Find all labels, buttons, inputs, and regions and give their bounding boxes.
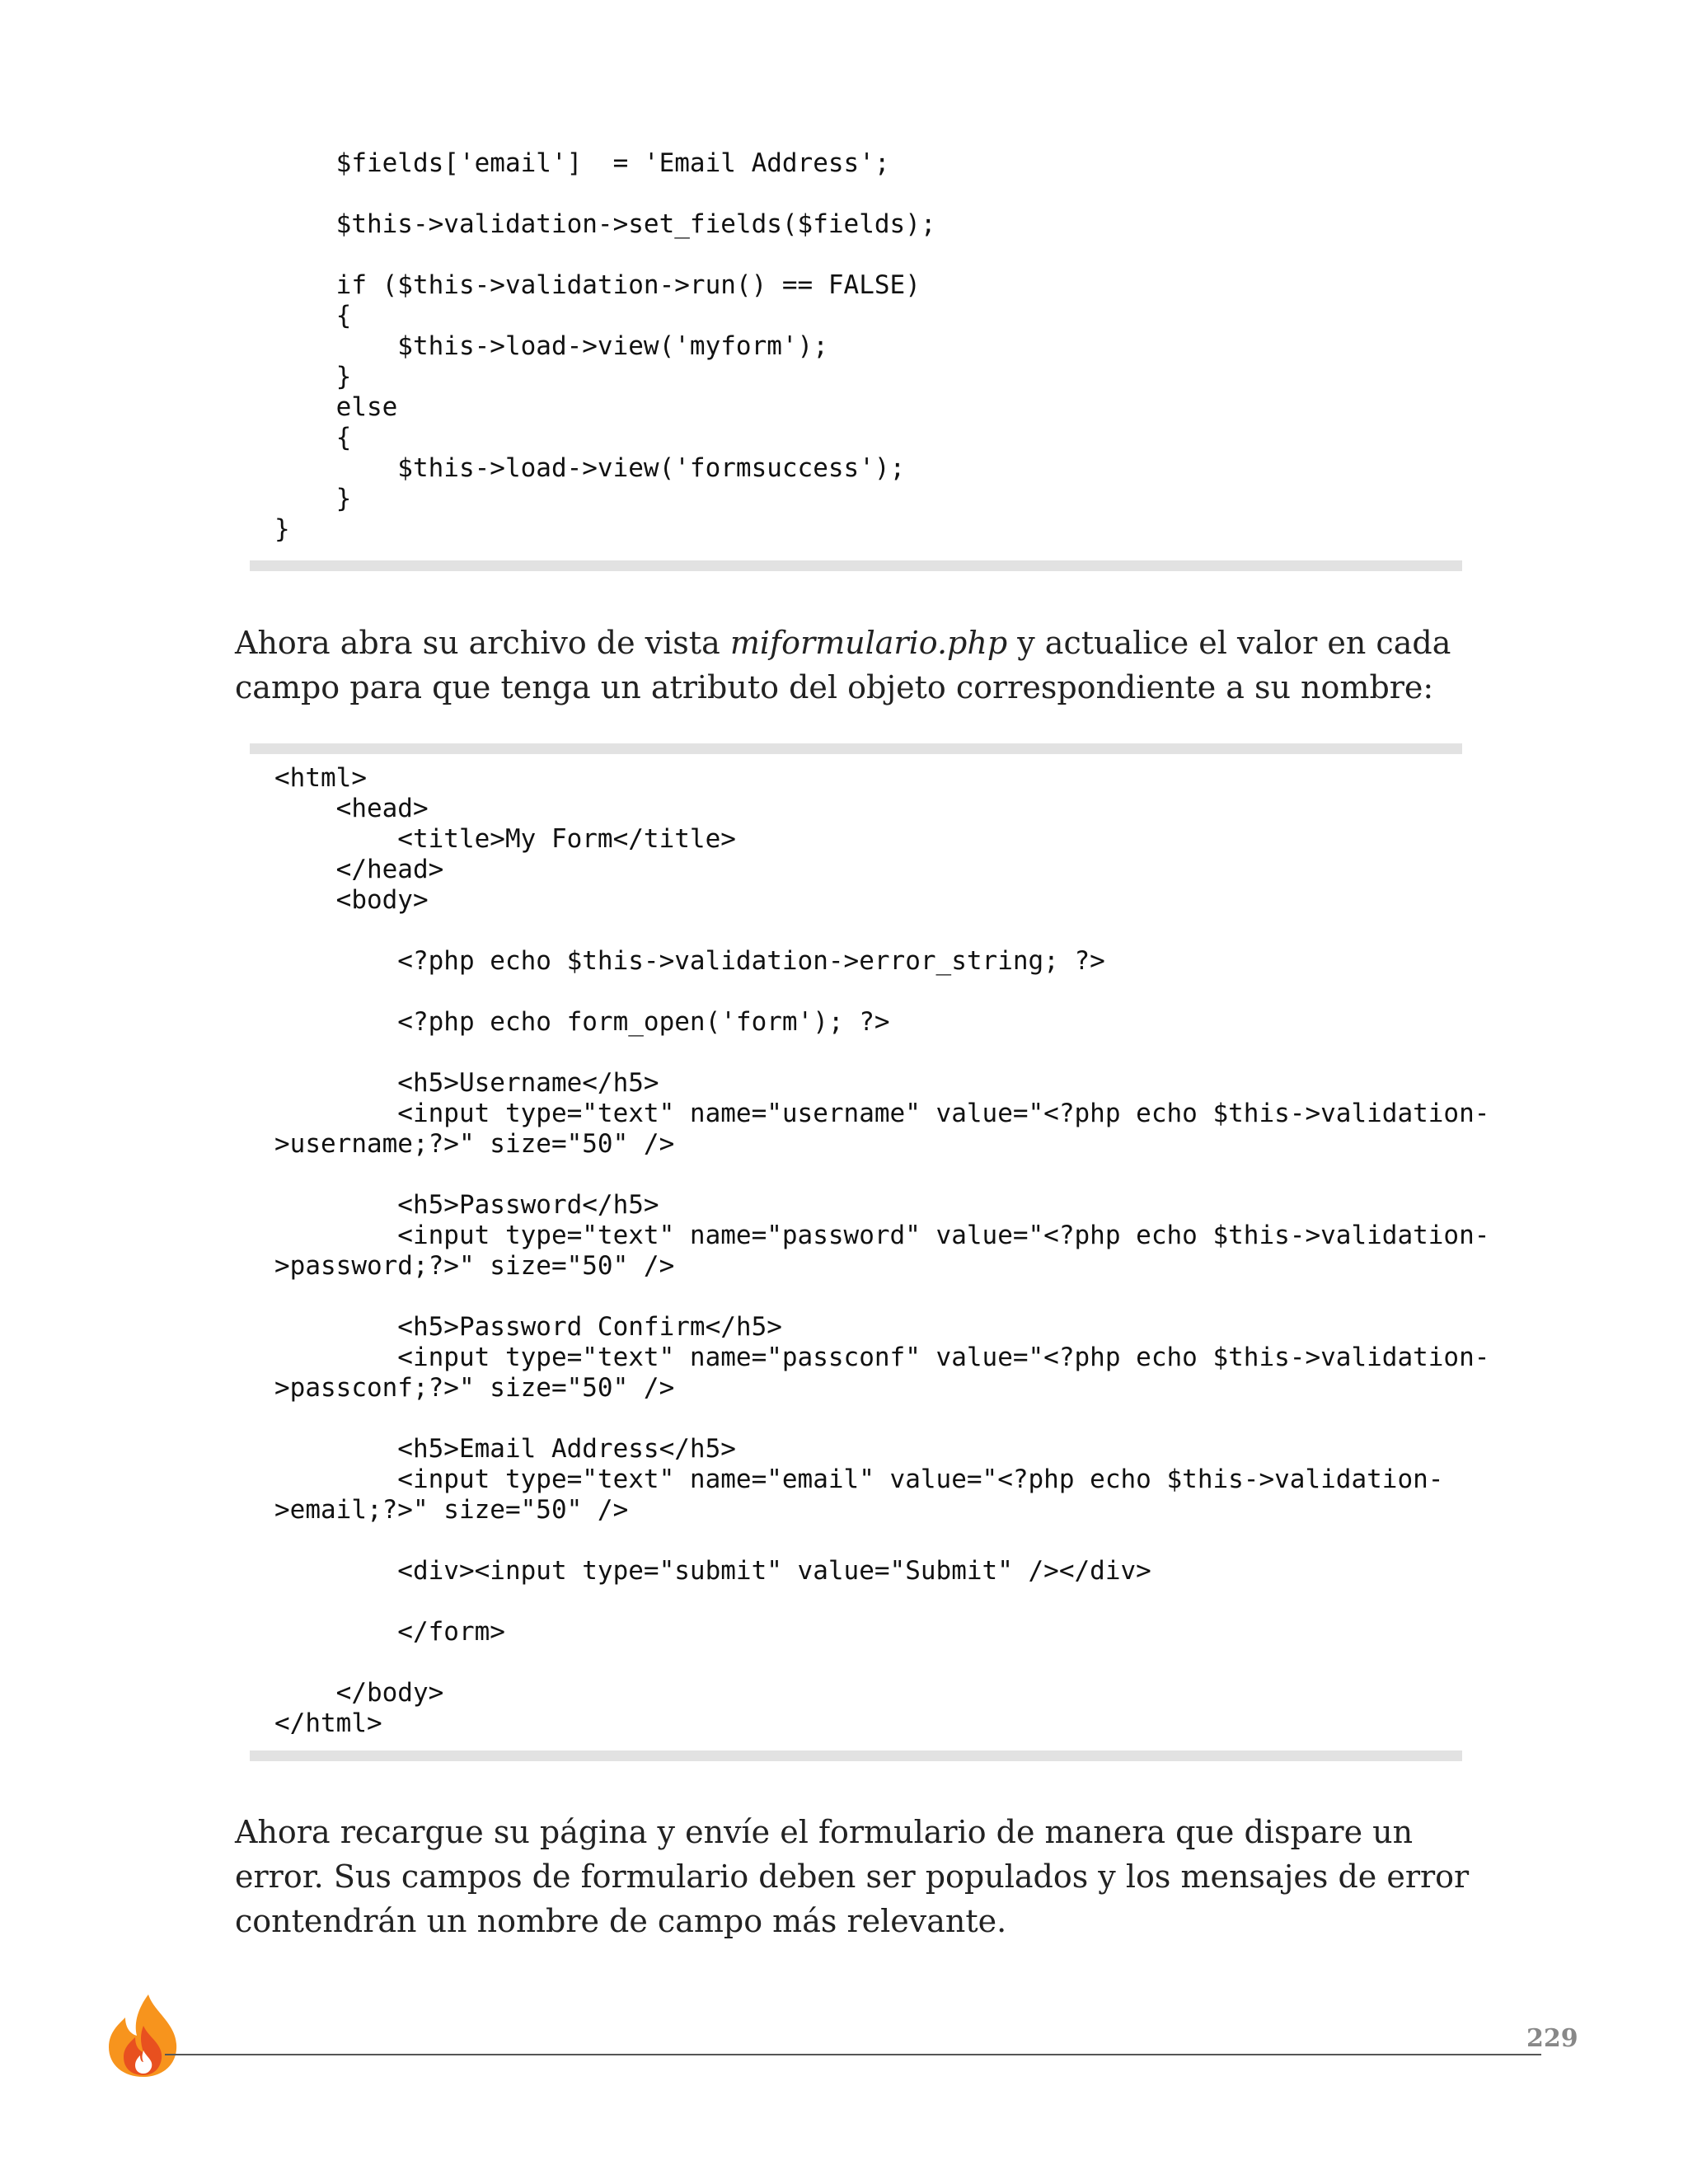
code-line: <div><input type="submit" value="Submit" /></div> (274, 1556, 1151, 1586)
code-line: <input type="text" name="passconf" value="<?php echo $this->validation- (274, 1343, 1490, 1372)
code-line (274, 240, 936, 270)
code-line: <h5>Email Address</h5> (274, 1434, 736, 1464)
paragraph-conclusion: Ahora recargue su página y envíe el formulario de manera que dispare un error. Sus campos de formulario deben ser populados y los mensajes de error contendrán un nombre de campo más relevante. (235, 1814, 1470, 1939)
paragraph-intro-text-after: y actualice el valor en cada campo para que tenga un atributo del objeto correspondiente a su nombre: (235, 625, 1451, 705)
code-line: $this->validation->set_fields($fields); (274, 209, 936, 239)
code-line: } (274, 484, 352, 513)
code-block-top-rule (250, 743, 1462, 754)
code-line: if ($this->validation->run() == FALSE) (274, 270, 921, 300)
code-line (274, 1586, 1489, 1617)
flame-icon (106, 1993, 180, 2079)
code-block-controller (274, 148, 936, 545)
code-line: </html> (274, 1708, 382, 1738)
code-line (274, 1282, 1489, 1312)
code-line: >passconf;?>" size="50" /> (274, 1373, 675, 1403)
code-line: <head> (274, 794, 429, 823)
code-line: $fields['email'] = 'Email Address'; (274, 148, 890, 178)
code-line: >email;?>" size="50" /> (274, 1495, 629, 1525)
code-line: </head> (274, 855, 444, 884)
code-block-bottom-rule (250, 560, 1462, 571)
code-line: </body> (274, 1678, 444, 1708)
code-line: <body> (274, 885, 429, 915)
code-line (274, 1038, 1489, 1068)
footer-rule (165, 2054, 1541, 2055)
code-line (274, 977, 1489, 1007)
code-line: <input type="text" name="username" value="<?php echo $this->validation- (274, 1099, 1490, 1128)
code-line: <html> (274, 763, 367, 793)
code-line: <input type="text" name="password" value="<?php echo $this->validation- (274, 1221, 1490, 1250)
code-line (274, 916, 1489, 946)
code-block-view (274, 763, 1489, 1739)
code-line: <?php echo $this->validation->error_string; ?> (274, 946, 1105, 976)
code-line: <input type="text" name="email" value="<?php echo $this->validation- (274, 1465, 1444, 1494)
code-line: </form> (274, 1617, 505, 1647)
code-line: } (274, 362, 352, 391)
page-number: 229 (1526, 2024, 1578, 2053)
code-line: $this->load->view('formsuccess'); (274, 453, 906, 483)
code-line: $this->load->view('myform'); (274, 331, 828, 361)
code-line: else (274, 392, 398, 422)
filename-emphasis: miformulario.php (729, 625, 1008, 661)
code-line: >username;?>" size="50" /> (274, 1129, 675, 1159)
code-block-bottom-rule (250, 1750, 1462, 1761)
paragraph-intro (235, 621, 1488, 710)
code-line: <h5>Username</h5> (274, 1068, 659, 1098)
code-line (274, 1526, 1489, 1556)
code-line (274, 179, 936, 209)
code-line: <h5>Password Confirm</h5> (274, 1312, 782, 1342)
paragraph-intro-text-before: Ahora abra su archivo de vista (235, 625, 730, 661)
code-line: <?php echo form_open('form'); ?> (274, 1007, 890, 1037)
code-line: { (274, 423, 352, 452)
code-line: <title>My Form</title> (274, 824, 736, 854)
code-line: <h5>Password</h5> (274, 1190, 659, 1220)
code-line (274, 1160, 1489, 1190)
code-line (274, 1404, 1489, 1434)
code-line (274, 1647, 1489, 1678)
code-line: >password;?>" size="50" /> (274, 1251, 675, 1281)
code-line: } (274, 514, 290, 544)
code-line: { (274, 301, 352, 330)
